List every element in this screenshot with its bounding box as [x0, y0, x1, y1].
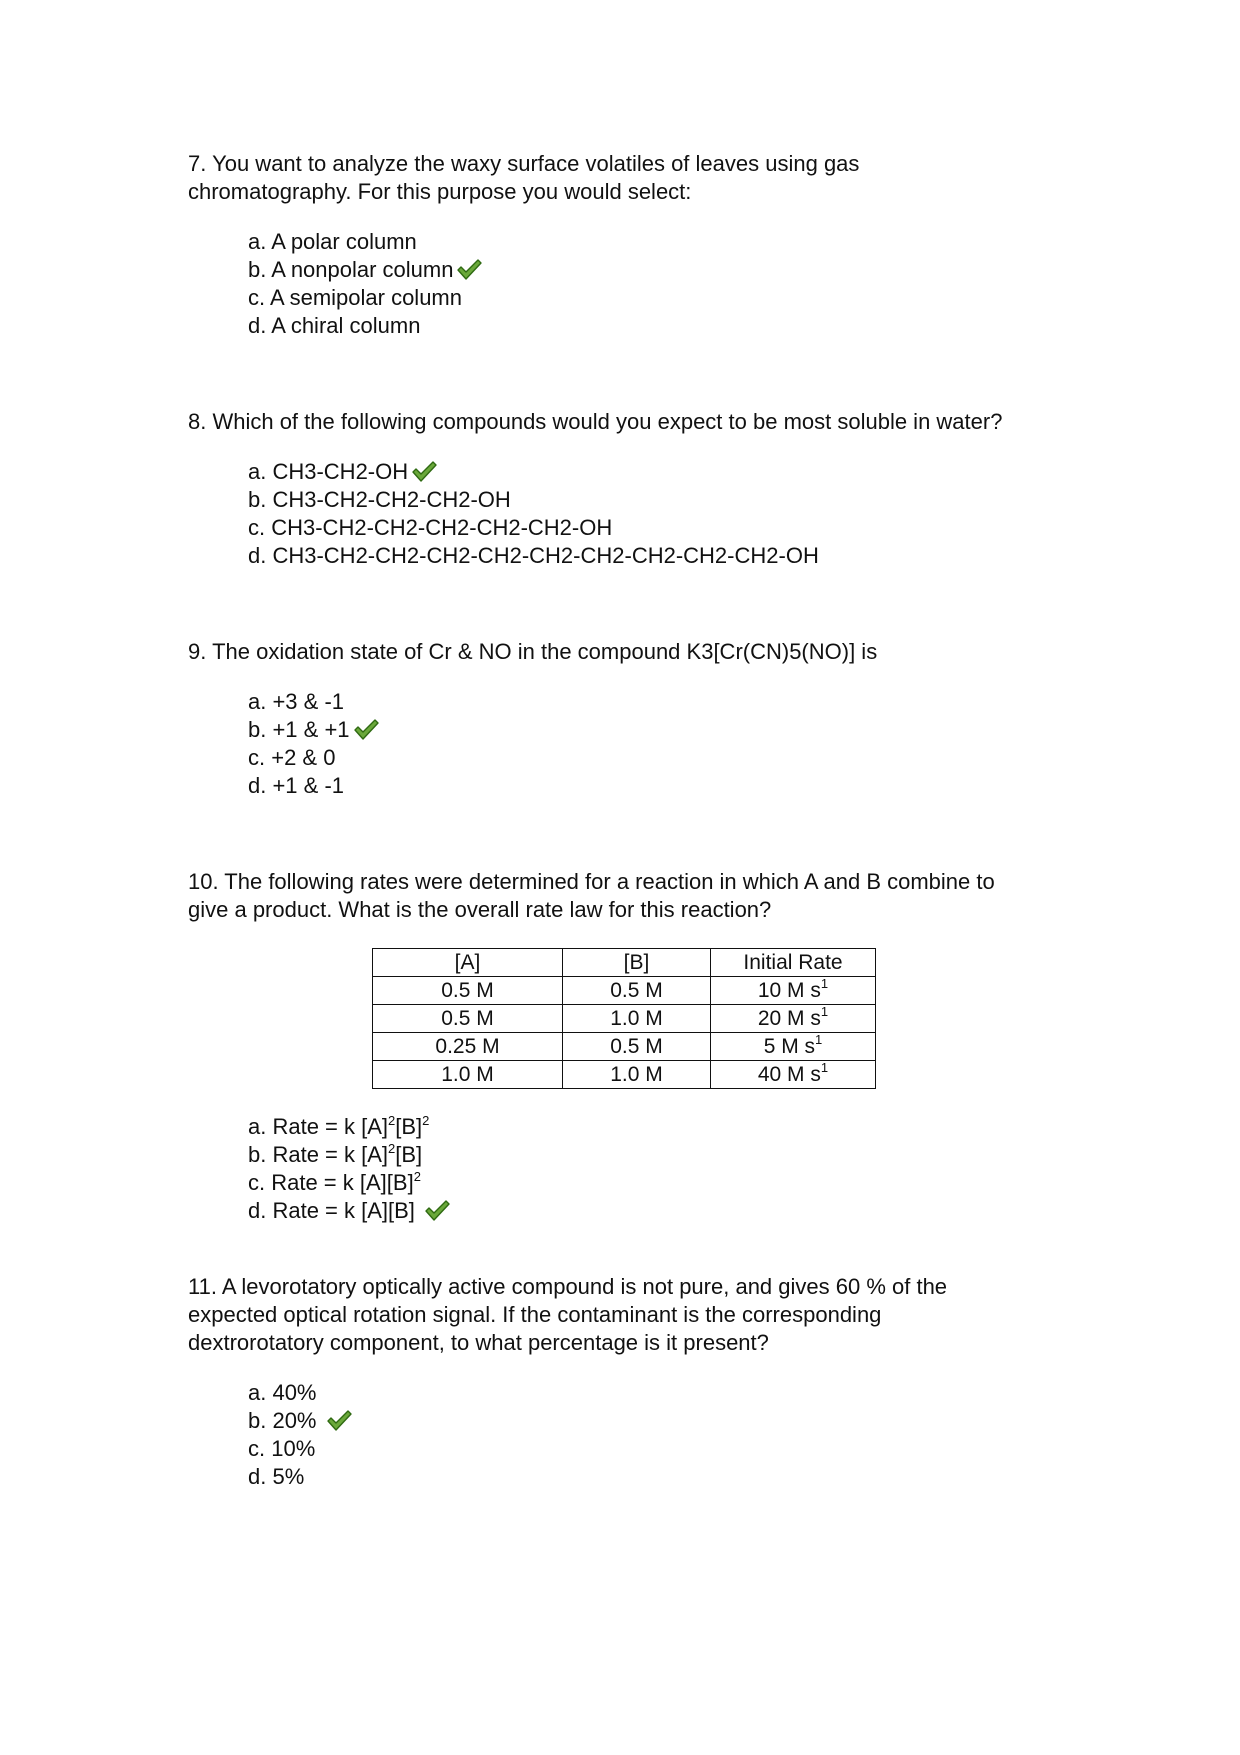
table-cell: 1.0 M: [563, 1005, 711, 1033]
option-7d: d. A chiral column: [248, 313, 421, 338]
question-9-options: [248, 688, 1088, 800]
table-cell: 10 M $s^1$: [711, 977, 876, 1005]
option-7c: c. A semipolar column: [248, 285, 462, 310]
question-8-text: 8. Which of the following compounds would you expect to be most soluble in water?: [188, 409, 1003, 434]
option-9c: c. +2 & 0: [248, 745, 336, 770]
question-9-text: 9. The oxidation state of Cr & NO in the compound K3[Cr(CN)5(NO)] is: [188, 639, 878, 664]
option-8b: b. CH3-CH2-CH2-CH2-OH: [248, 487, 511, 512]
table-row: [373, 977, 876, 1005]
option-7a: a. A polar column: [248, 229, 417, 254]
option-9b: b. +1 & +1: [248, 716, 1088, 744]
table-row: [373, 1005, 876, 1033]
option-10c: c. Rate = k $[A][B]^2$: [248, 1169, 421, 1195]
table-header: [A]: [373, 949, 563, 977]
question-11-text: 11. A levorotatory optically active compound is not pure, and gives 60 % of the expected optical rotation signal. If the contaminant is the corresponding dextrorotatory component, to what percentage is it present?: [188, 1274, 948, 1355]
table-header: [B]: [563, 949, 711, 977]
table-cell: 1.0 M: [373, 1061, 563, 1089]
table-row: [373, 1061, 876, 1089]
check-mark-icon: [353, 719, 379, 741]
option-9d: d. +1 & -1: [248, 773, 345, 798]
option-7b: b. A nonpolar column: [248, 256, 1088, 284]
question-8: [188, 408, 1088, 570]
question-9: [188, 638, 1088, 800]
question-7-options: [248, 228, 1088, 340]
option-9a: a. +3 & -1: [248, 689, 345, 714]
table-cell: 1.0 M: [563, 1061, 711, 1089]
rate-table: [372, 948, 876, 1089]
table-header-row: [373, 949, 876, 977]
check-mark-icon: [326, 1410, 352, 1432]
option-11c: c. 10%: [248, 1436, 316, 1461]
question-10: [188, 868, 1088, 1225]
exam-page: [188, 150, 1088, 1529]
option-8d: d. CH3-CH2-CH2-CH2-CH2-CH2-CH2-CH2-CH2-CH2-OH: [248, 543, 819, 568]
question-10-options: [248, 1113, 1088, 1225]
question-7-text: 7. You want to analyze the waxy surface volatiles of leaves using gas chromatography. For this purpose you would select:: [188, 151, 860, 204]
question-7: [188, 150, 1088, 340]
option-10b: b. Rate = k $[A]^2[B]$: [248, 1141, 423, 1167]
option-10d: d. Rate = k [A][B]: [248, 1197, 1088, 1225]
table-header: Initial Rate: [711, 949, 876, 977]
table-row: [373, 1033, 876, 1061]
option-10a: a. Rate = k $[A]^2[B]^2$: [248, 1113, 430, 1139]
table-cell: 0.25 M: [373, 1033, 563, 1061]
table-cell: 20 M $s^1$: [711, 1005, 876, 1033]
question-8-options: [248, 458, 1088, 570]
option-11d: d. 5%: [248, 1464, 305, 1489]
check-mark-icon: [456, 259, 482, 281]
question-10-text: 10. The following rates were determined for a reaction in which A and B combine to give a product. What is the overall rate law for this reaction?: [188, 869, 995, 922]
table-cell: 5 M $s^1$: [711, 1033, 876, 1061]
table-cell: 0.5 M: [563, 1033, 711, 1061]
option-11b: b. 20%: [248, 1407, 1088, 1435]
table-cell: 0.5 M: [563, 977, 711, 1005]
question-11-options: [248, 1379, 1088, 1491]
table-cell: 40 M $s^1$: [711, 1061, 876, 1089]
option-8c: c. CH3-CH2-CH2-CH2-CH2-CH2-OH: [248, 515, 613, 540]
check-mark-icon: [424, 1200, 450, 1222]
option-8a: a. CH3-CH2-OH: [248, 458, 1088, 486]
table-cell: 0.5 M: [373, 977, 563, 1005]
check-mark-icon: [411, 461, 437, 483]
option-11a: a. 40%: [248, 1380, 317, 1405]
table-cell: 0.5 M: [373, 1005, 563, 1033]
question-11: [188, 1273, 1088, 1491]
